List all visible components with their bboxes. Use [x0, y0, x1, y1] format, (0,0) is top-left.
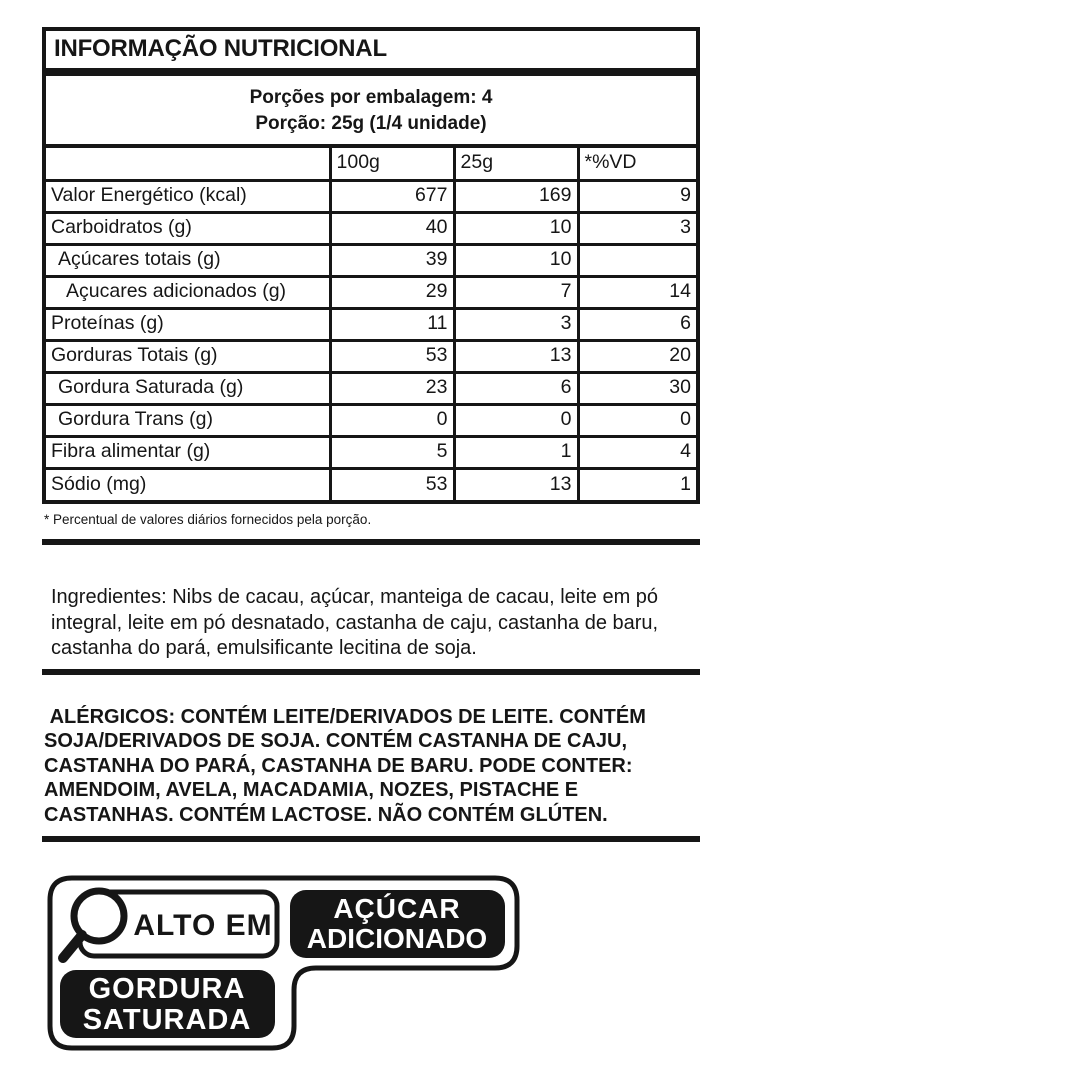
daily-values-footnote: * Percentual de valores diários fornecidos pela porção. [44, 512, 372, 527]
value-100g: 29 [330, 276, 454, 308]
column-header-100g: 100g [330, 148, 454, 180]
table-row [46, 212, 696, 244]
divider [42, 539, 700, 545]
saturated-fat-label-line2: SATURADA [82, 1004, 252, 1036]
value-100g: 40 [330, 212, 454, 244]
saturated-fat-label-line1: GORDURA [88, 973, 246, 1005]
servings-per-package: Porções por embalagem: 4 [249, 87, 493, 108]
allergens-line: AMENDOIM, AVELA, MACADAMIA, NOZES, PISTACHE E [44, 779, 579, 801]
column-header-row [46, 148, 696, 180]
added-sugar-label-line2: ADICIONADO [306, 923, 488, 954]
table-row [46, 372, 696, 404]
nutrient-name: Gordura Trans (g) [46, 404, 330, 436]
nutrient-name: Gordura Saturada (g) [46, 372, 330, 404]
value-vd [578, 244, 696, 276]
value-vd: 0 [578, 404, 696, 436]
table-row [46, 404, 696, 436]
value-100g: 677 [330, 180, 454, 212]
nutrition-table-header [42, 27, 700, 72]
nutrient-name: Sódio (mg) [46, 468, 330, 500]
table-row [46, 340, 696, 372]
divider [42, 669, 700, 675]
column-header-vd: *%VD [578, 148, 696, 180]
ingredients-line: Ingredientes: Nibs de cacau, açúcar, manteiga de cacau, leite em pó [51, 586, 659, 608]
nutrition-values-table [46, 148, 696, 500]
page-title: INFORMAÇÃO NUTRICIONAL [54, 35, 387, 62]
nutrition-table-box [42, 72, 700, 504]
value-100g: 23 [330, 372, 454, 404]
table-row [46, 308, 696, 340]
value-100g: 53 [330, 340, 454, 372]
value-100g: 53 [330, 468, 454, 500]
table-row [46, 180, 696, 212]
nutrient-name: Açúcares totais (g) [46, 244, 330, 276]
high-in-label: ALTO EM [133, 909, 273, 942]
value-100g: 39 [330, 244, 454, 276]
nutrition-label [42, 27, 700, 1061]
value-vd: 20 [578, 340, 696, 372]
portion-info [46, 76, 696, 148]
value-25g: 10 [454, 244, 578, 276]
nutrient-name: Carboidratos (g) [46, 212, 330, 244]
value-25g: 169 [454, 180, 578, 212]
ingredients-paragraph [42, 585, 700, 662]
allergens-line: SOJA/DERIVADOS DE SOJA. CONTÉM CASTANHA DE CAJU, [44, 730, 628, 752]
added-sugar-label-line1: AÇÚCAR [333, 893, 461, 924]
value-25g: 3 [454, 308, 578, 340]
table-row [46, 436, 696, 468]
allergens-paragraph [42, 705, 700, 828]
warning-seal-graphic [42, 870, 532, 1056]
value-25g: 0 [454, 404, 578, 436]
value-vd: 14 [578, 276, 696, 308]
nutrient-name: Fibra alimentar (g) [46, 436, 330, 468]
value-vd: 6 [578, 308, 696, 340]
table-row [46, 468, 696, 500]
value-100g: 11 [330, 308, 454, 340]
nutrient-name: Valor Energético (kcal) [46, 180, 330, 212]
nutrient-name: Açucares adicionados (g) [46, 276, 330, 308]
divider [42, 836, 700, 842]
front-of-pack-warning-seal [42, 870, 700, 1061]
allergens-line: ALÉRGICOS: CONTÉM LEITE/DERIVADOS DE LEITE. CONTÉM [44, 705, 646, 728]
value-25g: 13 [454, 340, 578, 372]
value-25g: 13 [454, 468, 578, 500]
nutrient-name: Proteínas (g) [46, 308, 330, 340]
value-vd: 4 [578, 436, 696, 468]
value-vd: 30 [578, 372, 696, 404]
table-row [46, 276, 696, 308]
value-vd: 3 [578, 212, 696, 244]
value-25g: 7 [454, 276, 578, 308]
column-header-25g: 25g [454, 148, 578, 180]
nutrient-name: Gorduras Totais (g) [46, 340, 330, 372]
ingredients-line: integral, leite em pó desnatado, castanha de caju, castanha de baru, [51, 611, 659, 634]
value-100g: 0 [330, 404, 454, 436]
value-25g: 1 [454, 436, 578, 468]
value-100g: 5 [330, 436, 454, 468]
portion-size: Porção: 25g (1/4 unidade) [255, 113, 487, 134]
allergens-line: CASTANHAS. CONTÉM LACTOSE. NÃO CONTÉM GLÚTEN. [44, 803, 608, 826]
value-vd: 9 [578, 180, 696, 212]
table-row [46, 244, 696, 276]
allergens-line: CASTANHA DO PARÁ, CASTANHA DE BARU. PODE CONTER: [44, 754, 633, 777]
value-vd: 1 [578, 468, 696, 500]
column-header-empty [46, 148, 330, 180]
value-25g: 6 [454, 372, 578, 404]
value-25g: 10 [454, 212, 578, 244]
ingredients-line: castanha do pará, emulsificante lecitina de soja. [51, 637, 477, 659]
